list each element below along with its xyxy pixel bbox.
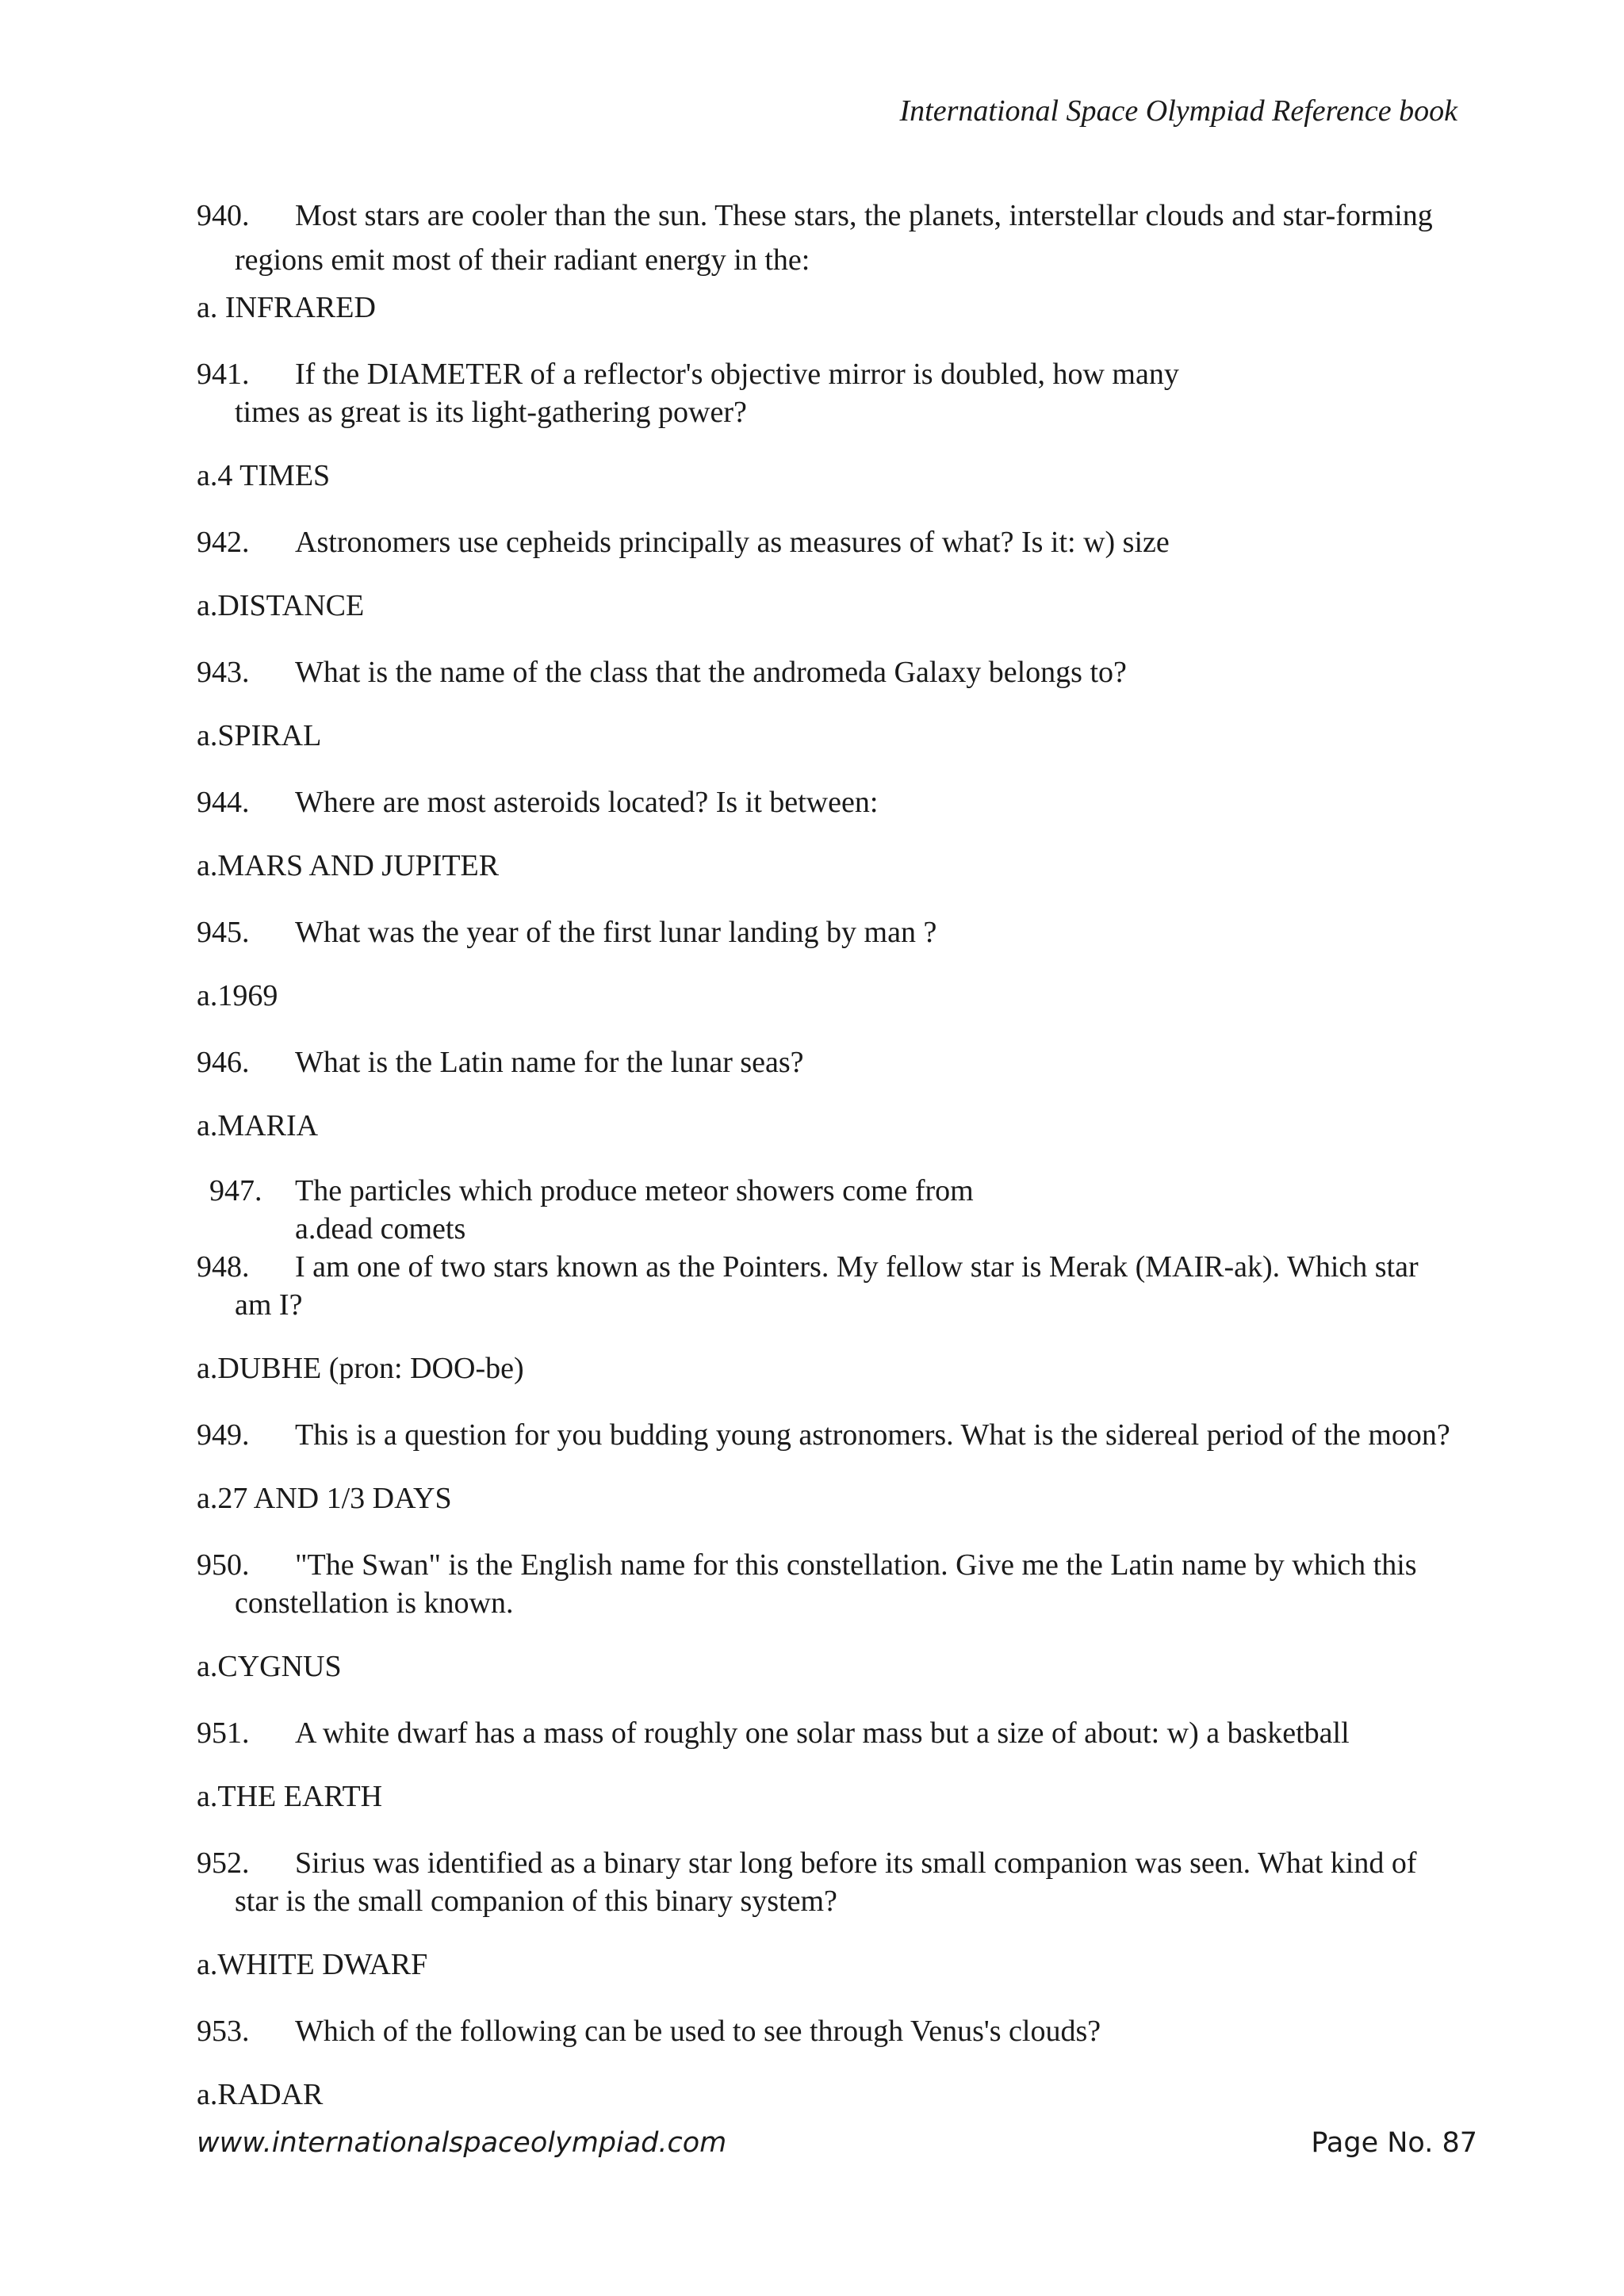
footer-page-number: Page No. 87: [1311, 2127, 1477, 2159]
answer-951: a.THE EARTH: [197, 1780, 383, 1813]
question-number: 949.: [197, 1418, 250, 1452]
question-number: 941.: [197, 358, 250, 391]
question-text: A white dwarf has a mass of roughly one solar mass but a size of about: w) a basketball: [295, 1716, 1350, 1750]
question-text: What is the name of the class that the andromeda Galaxy belongs to?: [295, 656, 1127, 689]
question-940-continued: regions emit most of their radiant energy in the:: [235, 243, 810, 277]
question-number: 948.: [197, 1250, 250, 1284]
question-number: 953.: [197, 2015, 250, 2048]
question-941: [197, 355, 1239, 393]
answer-940: a. INFRARED: [197, 291, 376, 324]
question-951: [197, 1714, 1457, 1752]
answer-941: a.4 TIMES: [197, 459, 331, 492]
question-945: [197, 913, 1457, 951]
question-text: What was the year of the first lunar landing by man ?: [295, 916, 937, 949]
answer-952: a.WHITE DWARF: [197, 1948, 428, 1981]
answer-953: a.RADAR: [197, 2078, 324, 2111]
question-number: 940.: [197, 199, 250, 232]
question-text: Most stars are cooler than the sun. These stars, the planets, interstellar clouds and star-forming: [295, 199, 1433, 232]
question-949: [197, 1416, 1457, 1454]
question-text: This is a question for you budding young astronomers. What is the sidereal period of the moon?: [295, 1418, 1450, 1452]
question-number: 944.: [197, 786, 250, 819]
question-text: "The Swan" is the English name for this constellation. Give me the Latin name by which this: [295, 1548, 1417, 1582]
question-number: 947.: [209, 1174, 262, 1207]
question-text: The particles which produce meteor showers come from: [295, 1174, 974, 1207]
question-text: If the DIAMETER of a reflector's objective mirror is doubled, how many: [295, 358, 1179, 391]
question-number: 945.: [197, 916, 250, 949]
question-950-continued: constellation is known.: [235, 1586, 514, 1620]
answer-944: a.MARS AND JUPITER: [197, 849, 500, 882]
question-944: [197, 783, 1457, 821]
answer-942: a.DISTANCE: [197, 589, 365, 622]
question-number: 946.: [197, 1046, 250, 1079]
answer-949: a.27 AND 1/3 DAYS: [197, 1482, 452, 1515]
question-text: Which of the following can be used to see through Venus's clouds?: [295, 2015, 1101, 2048]
answer-943: a.SPIRAL: [197, 719, 322, 752]
question-946: [197, 1043, 1457, 1081]
question-number: 942.: [197, 526, 250, 559]
question-942: [197, 523, 1457, 561]
question-947: [209, 1172, 1457, 1210]
question-text: Astronomers use cepheids principally as measures of what? Is it: w) size: [295, 526, 1170, 559]
question-940: [197, 197, 1457, 235]
question-953: [197, 2012, 1457, 2050]
question-number: 943.: [197, 656, 250, 689]
question-950: [197, 1546, 1457, 1584]
answer-946: a.MARIA: [197, 1109, 319, 1142]
answer-948: a.DUBHE (pron: DOO-be): [197, 1352, 524, 1385]
question-text: Where are most asteroids located? Is it between:: [295, 786, 879, 819]
question-number: 951.: [197, 1716, 250, 1750]
question-952-continued: star is the small companion of this binary system?: [235, 1885, 837, 1918]
question-text: Sirius was identified as a binary star long before its small companion was seen. What kind of: [295, 1846, 1417, 1880]
question-text: I am one of two stars known as the Pointers. My fellow star is Merak (MAIR-ak). Which star: [295, 1250, 1419, 1284]
question-number: 952.: [197, 1846, 250, 1880]
running-header: International Space Olympiad Reference book: [899, 94, 1457, 128]
answer-945: a.1969: [197, 979, 278, 1012]
question-943: [197, 653, 1457, 691]
question-952: [197, 1844, 1457, 1882]
question-948: [197, 1248, 1457, 1286]
question-number: 950.: [197, 1548, 250, 1582]
question-text: What is the Latin name for the lunar seas?: [295, 1046, 804, 1079]
answer-950: a.CYGNUS: [197, 1650, 342, 1683]
answer-947: a.dead comets: [295, 1212, 466, 1246]
question-941-continued: times as great is its light-gathering power?: [235, 396, 747, 429]
question-948-continued: am I?: [235, 1288, 303, 1322]
footer-website-url: www.internationalspaceolympiad.com: [197, 2127, 727, 2159]
